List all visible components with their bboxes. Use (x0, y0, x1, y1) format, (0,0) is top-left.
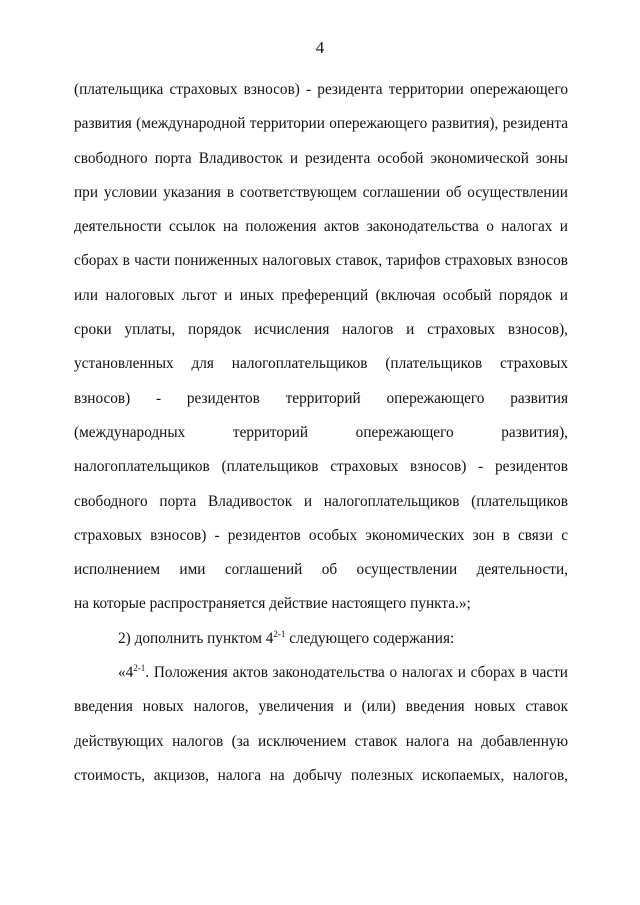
page-number: 4 (315, 38, 325, 57)
text-line: на которые распространяется действие настоящего пункта.»; (74, 595, 471, 613)
document-body (74, 78, 568, 798)
text-line: установленных для налогоплательщиков (плательщиков страховых (74, 355, 568, 373)
text-line: стоимость, акцизов, налога на добычу полезных ископаемых, налогов, (74, 766, 568, 784)
quote-superscript: 2-1 (133, 662, 146, 673)
text-line: при условии указания в соответствующем соглашении об осуществлении (74, 183, 568, 201)
text-line: свободного порта Владивосток и налогоплательщиков (плательщиков (74, 492, 568, 510)
quote-open: «4 (118, 664, 134, 682)
text-line: развития (международной территории опережающего развития), резидента (74, 115, 568, 133)
item-2-line (74, 627, 568, 661)
text-line: (плательщика страховых взносов) - резидента территории опережающего (74, 81, 568, 98)
item-2-superscript: 2-1 (273, 628, 286, 639)
item-2-tail: следующего содержания: (285, 629, 455, 647)
text-line: деятельности ссылок на положения актов законодательства о налогах и (74, 218, 568, 236)
text-line: действующих налогов (за исключением ставок налога на добавленную (74, 732, 568, 750)
text-line: налогоплательщиков (плательщиков страховых взносов) - резидентов (74, 458, 568, 476)
quote-text: . Положения актов законодательства о налогах и сборах в части (145, 664, 568, 682)
text-line: страховых взносов) - резидентов особых экономических зон в связи с (74, 526, 568, 544)
text-line: исполнением ими соглашений об осуществлении деятельности, (74, 561, 568, 579)
item-2-text: 2) дополнить пунктом 4 (118, 629, 274, 647)
text-line: или налоговых льгот и иных преференций (включая особый порядок и (74, 286, 568, 304)
text-line: (международных территорий опережающего развития), (74, 423, 568, 441)
text-line: сборах в части пониженных налоговых ставок, тарифов страховых взносов (74, 252, 568, 270)
text-line: введения новых налогов, увеличения и (или) введения новых ставок (74, 698, 568, 716)
text-line: взносов) - резидентов территорий опережающего развития (74, 389, 568, 407)
quote-line (74, 661, 568, 695)
text-line: сроки уплаты, порядок исчисления налогов и страховых взносов), (74, 321, 568, 339)
text-line: свободного порта Владивосток и резидента особой экономической зоны (74, 149, 568, 167)
